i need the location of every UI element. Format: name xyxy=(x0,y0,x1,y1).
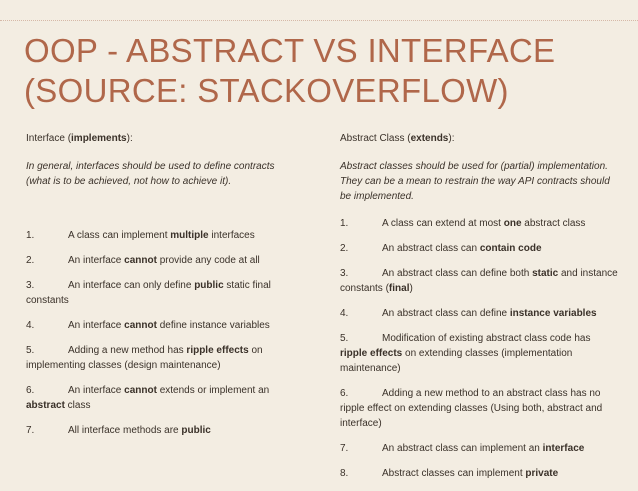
item-bold: public xyxy=(181,425,211,436)
item-text: An interface xyxy=(68,385,125,396)
item-text: Modification of existing abstract class code has xyxy=(382,333,591,344)
item-text: extends or implement an xyxy=(156,385,270,396)
item-text: An interface can only define xyxy=(68,280,195,291)
list-item xyxy=(340,216,620,231)
item-text: on extending classes (implementation maintenance) xyxy=(340,348,573,374)
item-bold: instance variables xyxy=(509,308,597,319)
item-number: 4. xyxy=(340,308,349,319)
item-number: 5. xyxy=(26,345,35,356)
abstract-class-column xyxy=(340,131,620,491)
top-dotted-rule xyxy=(0,20,638,21)
item-text: Adding a new method to an abstract class has no ripple effect on extending classes (Using both, abstract and interface) xyxy=(340,388,603,429)
item-text: static final constants xyxy=(26,280,271,306)
item-number: 7. xyxy=(340,443,349,454)
item-number: 1. xyxy=(26,230,35,241)
item-text: abstract class xyxy=(521,218,586,229)
item-text: A class can extend at most xyxy=(382,218,504,229)
item-number: 2. xyxy=(340,243,349,254)
item-text: An interface xyxy=(68,320,125,331)
list-item xyxy=(26,253,296,268)
item-text: An abstract class can xyxy=(382,243,480,254)
heading-end: ): xyxy=(448,133,455,144)
item-bold: cannot xyxy=(124,255,157,266)
item-text: An interface xyxy=(68,255,125,266)
heading-end: ): xyxy=(126,133,133,144)
item-text: interfaces xyxy=(208,230,255,241)
item-text: An abstract class can implement an xyxy=(382,443,543,454)
abstract-class-intro: Abstract classes should be used for (partial) implementation. They can be a mean to restrain the way API contracts should be implemented. xyxy=(340,161,610,202)
interface-heading xyxy=(26,131,296,146)
heading-keyword: extends xyxy=(410,133,449,144)
item-text: A class can implement xyxy=(68,230,171,241)
slide-title-line-1: OOP - ABSTRACT VS INTERFACE xyxy=(24,32,556,69)
list-item xyxy=(340,386,620,431)
item-number: 2. xyxy=(26,255,35,266)
item-number: 4. xyxy=(26,320,35,331)
item-number: 7. xyxy=(26,425,35,436)
list-item xyxy=(26,343,296,373)
item-number: 3. xyxy=(26,280,35,291)
item-text: All interface methods are xyxy=(68,425,182,436)
item-number: 3. xyxy=(340,268,349,279)
item-bold: final xyxy=(388,283,410,294)
item-bold: static xyxy=(532,268,559,279)
list-item xyxy=(26,423,296,438)
item-text: Adding a new method has xyxy=(68,345,187,356)
list-item xyxy=(340,331,620,376)
item-bold: multiple xyxy=(170,230,209,241)
slide-title xyxy=(24,31,624,111)
list-item xyxy=(26,278,296,308)
item-text: An abstract class can define both xyxy=(382,268,533,279)
list-item xyxy=(26,318,296,333)
item-number: 5. xyxy=(340,333,349,344)
item-number: 8. xyxy=(340,468,349,479)
item-number: 6. xyxy=(26,385,35,396)
item-bold: contain code xyxy=(479,243,542,254)
item-number: 1. xyxy=(340,218,349,229)
item-bold: interface xyxy=(542,443,585,454)
list-item xyxy=(340,266,620,296)
list-item xyxy=(26,228,296,243)
heading-text: Interface ( xyxy=(26,133,72,144)
list-item xyxy=(340,241,620,256)
item-bold: ripple effects xyxy=(340,348,403,359)
item-bold: cannot xyxy=(124,320,157,331)
item-text: on implementing classes (design maintenance) xyxy=(26,345,263,371)
item-bold: public xyxy=(194,280,224,291)
interface-column xyxy=(26,131,296,448)
abstract-class-heading xyxy=(340,131,620,146)
list-item xyxy=(340,441,620,456)
list-item xyxy=(26,383,296,413)
item-bold: private xyxy=(525,468,559,479)
item-bold: abstract xyxy=(26,400,65,411)
item-text: define instance variables xyxy=(156,320,270,331)
item-text: An abstract class can define xyxy=(382,308,510,319)
item-bold: ripple effects xyxy=(186,345,249,356)
item-text: Abstract classes can implement xyxy=(382,468,526,479)
list-item xyxy=(340,306,620,321)
item-text: and instance constants ( xyxy=(340,268,618,294)
item-text: ) xyxy=(409,283,413,294)
item-text: provide any code at all xyxy=(156,255,260,266)
interface-intro: In general, interfaces should be used to define contracts (what is to be achieved, not how to achieve it). xyxy=(26,161,275,187)
slide-title-line-2: (SOURCE: STACKOVERFLOW) xyxy=(24,72,509,109)
item-bold: one xyxy=(503,218,522,229)
item-text: class xyxy=(64,400,91,411)
item-bold: cannot xyxy=(124,385,157,396)
item-number: 6. xyxy=(340,388,349,399)
heading-keyword: implements xyxy=(71,133,127,144)
heading-text: Abstract Class ( xyxy=(340,133,411,144)
